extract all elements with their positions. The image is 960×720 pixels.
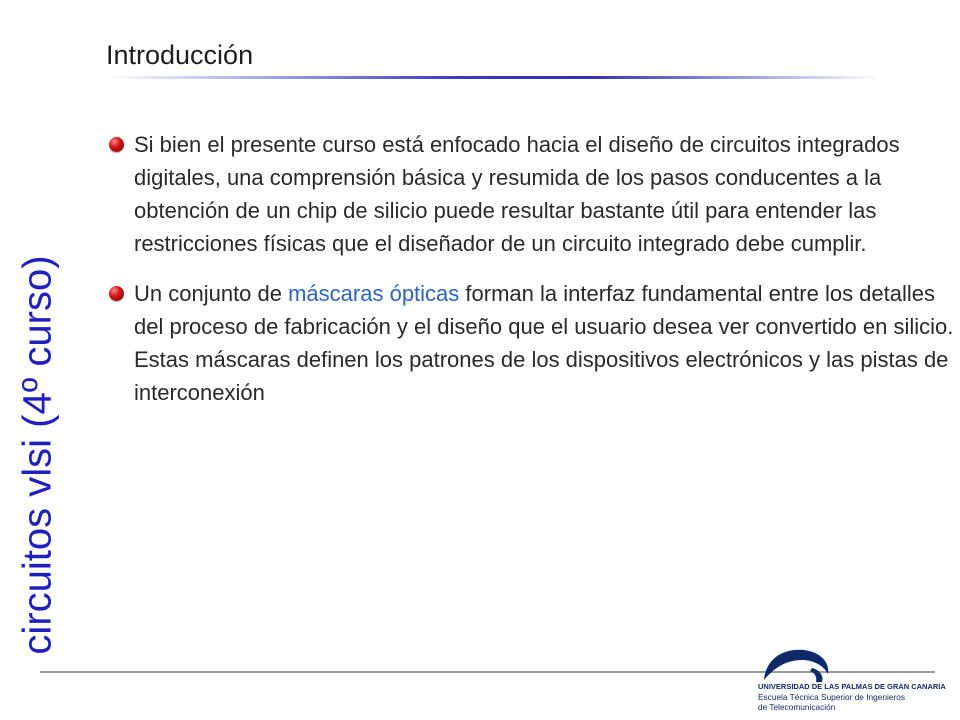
bullet-text-end: forman la interfaz fundamental entre los detalles del proceso de fabricación y el diseño que el usuario desea ver convertido en silicio. Estas máscaras definen los patrones de los dispositivos electrónicos y las pistas de interconexión <box>134 281 954 405</box>
bullet-list <box>108 128 956 426</box>
slide-title: Introducción <box>106 40 254 70</box>
institution-line-2: Escuela Técnica Superior de Ingenieros <box>758 692 905 702</box>
institution-line-3: de Telecomunicación <box>758 702 836 712</box>
bullet-item <box>108 128 956 260</box>
vertical-course-label: circuitos vlsi (4º curso) <box>15 255 60 655</box>
title-underline <box>106 76 882 79</box>
highlight-term: máscaras ópticas <box>288 281 460 306</box>
bullet-item <box>108 277 956 409</box>
bullet-dot-icon <box>109 137 124 152</box>
institution-name <box>758 682 946 712</box>
university-logo-icon <box>756 644 866 684</box>
institution-line-1: UNIVERSIDAD DE LAS PALMAS DE GRAN CANARIA <box>758 682 946 691</box>
bullet-dot-icon <box>109 286 124 301</box>
bullet-text-start: Un conjunto de <box>134 281 289 306</box>
bullet-text: Si bien el presente curso está enfocado hacia el diseño de circuitos integrados digitales, una comprensión básica y resumida de los pasos conducentes a la obtención de un chip de silicio puede resultar bastante útil para entender las restricciones físicas que el diseñador de un circuito integrado debe cumplir. <box>134 132 900 256</box>
